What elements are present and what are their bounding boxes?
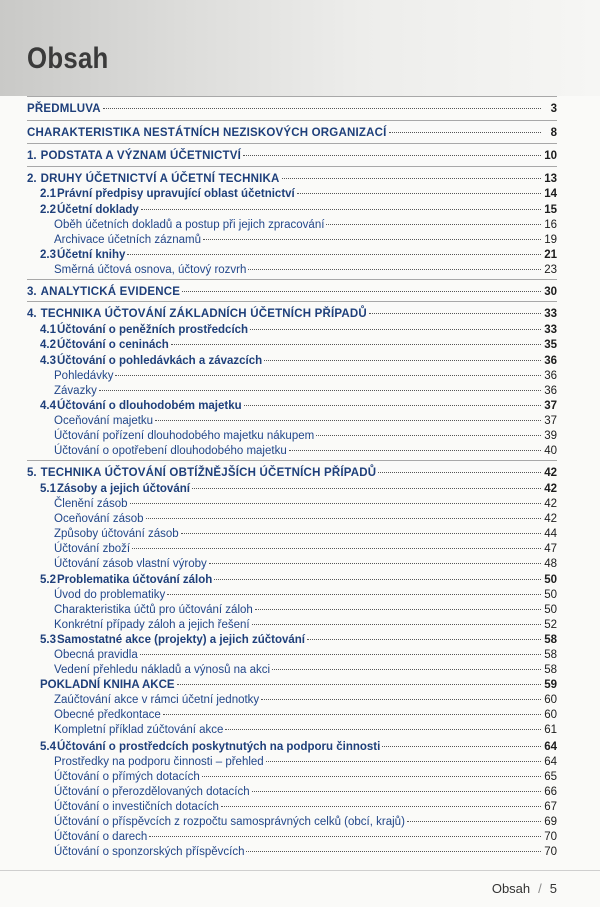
toc-entry-title: Zásoby a jejich účtování — [57, 483, 190, 495]
dot-leader — [182, 291, 541, 292]
toc-entry[interactable] — [40, 481, 557, 497]
toc-entry-page: 19 — [544, 234, 557, 246]
dot-leader — [316, 435, 541, 436]
toc-entry-page: 8 — [550, 127, 557, 139]
toc-entry-page: 30 — [544, 286, 557, 298]
dot-leader — [243, 155, 541, 156]
toc-entry-page: 67 — [544, 801, 557, 813]
page-title: Obsah — [27, 42, 109, 75]
toc-entry[interactable] — [54, 587, 557, 603]
toc-entry-number: 2.1 — [40, 188, 56, 200]
dot-leader — [252, 624, 541, 625]
toc-entry-page: 70 — [544, 846, 557, 858]
toc-entry-page: 44 — [544, 528, 557, 540]
section-divider — [27, 460, 557, 461]
dot-leader — [130, 503, 541, 504]
toc-entry-title: Účtování pořízení dlouhodobého majetku nákupem — [54, 430, 315, 442]
toc-entry-title: Oběh účetních dokladů a postup při jejich zpracování — [54, 219, 325, 231]
toc-entry-number: 5. — [27, 467, 37, 479]
page-footer — [492, 881, 557, 896]
toc-entry[interactable] — [40, 202, 557, 218]
toc-entry-page: 59 — [544, 679, 557, 691]
toc-entry-title: Účtování o dlouhodobém majetku — [57, 400, 242, 412]
footer-separator: / — [538, 881, 542, 896]
toc-entry-page: 50 — [544, 589, 557, 601]
dot-leader — [250, 329, 541, 330]
toc-entry-title: TECHNIKA ÚČTOVÁNÍ ZÁKLADNÍCH ÚČETNÍCH PŘÍPADŮ — [40, 308, 367, 320]
toc-entry-title: Závazky — [54, 385, 97, 397]
toc-entry[interactable] — [27, 306, 557, 322]
toc-entry-title: Účtování o investičních dotacích — [54, 801, 219, 813]
toc-entry[interactable] — [54, 647, 557, 663]
dot-leader — [155, 420, 541, 421]
toc-entry-title: Účtování zboží — [54, 543, 131, 555]
toc-entry-title: Konkrétní případy záloh a jejich řešení — [54, 619, 250, 631]
dot-leader — [192, 488, 541, 489]
toc-entry[interactable] — [54, 602, 557, 618]
toc-entry[interactable] — [27, 101, 557, 117]
dot-leader — [146, 518, 541, 519]
toc-entry-page: 58 — [544, 664, 557, 676]
toc-entry-page: 64 — [544, 756, 557, 768]
footer-divider — [0, 870, 600, 871]
dot-leader — [369, 313, 541, 314]
toc-entry-page: 42 — [544, 483, 557, 495]
toc-entry-page: 35 — [544, 339, 557, 351]
toc-entry-page: 42 — [544, 513, 557, 525]
toc-entry-number: 5.2 — [40, 574, 56, 586]
dot-leader — [99, 390, 541, 391]
section-divider — [27, 301, 557, 302]
toc-entry-title: CHARAKTERISTIKA NESTÁTNÍCH NEZISKOVÝCH ORGANIZACÍ — [27, 127, 387, 139]
dot-leader — [246, 851, 541, 852]
toc-entry[interactable] — [40, 247, 557, 263]
section-divider — [27, 120, 557, 121]
toc-entry-title: DRUHY ÚČETNICTVÍ A ÚČETNÍ TECHNIKA — [40, 173, 280, 185]
toc-entry-title: Samostatné akce (projekty) a jejich zúčtování — [57, 634, 305, 646]
toc-entry-title: Účtování o ceninách — [57, 339, 169, 351]
toc-entry-page: 10 — [544, 150, 557, 162]
toc-entry[interactable] — [54, 541, 557, 557]
toc-entry-page: 50 — [544, 604, 557, 616]
toc-entry-page: 60 — [544, 709, 557, 721]
toc-entry[interactable] — [54, 443, 557, 459]
toc-entry[interactable] — [54, 814, 557, 830]
toc-entry-number: 4.4 — [40, 400, 56, 412]
toc-entry-page: 39 — [544, 430, 557, 442]
toc-entry-title: Účtování o opotřebení dlouhodobého majetku — [54, 445, 287, 457]
section-divider — [27, 166, 557, 167]
dot-leader — [163, 714, 541, 715]
toc-entry[interactable] — [54, 232, 557, 248]
toc-entry-title: Úvod do problematiky — [54, 589, 166, 601]
toc-entry-title: Účtování o přímých dotacích — [54, 771, 200, 783]
dot-leader — [132, 548, 541, 549]
toc-entry-number: 4.2 — [40, 339, 56, 351]
toc-entry-number: 4.3 — [40, 355, 56, 367]
dot-leader — [221, 806, 541, 807]
toc-entry-page: 33 — [544, 324, 557, 336]
toc-entry[interactable] — [40, 186, 557, 202]
toc-entry-title: Problematika účtování záloh — [57, 574, 213, 586]
toc-entry-page: 58 — [544, 649, 557, 661]
toc-entry[interactable] — [54, 496, 557, 512]
dot-leader — [127, 254, 541, 255]
toc-entry-title: Obecná pravidla — [54, 649, 138, 661]
toc-entry-number: 2. — [27, 173, 37, 185]
toc-entry[interactable] — [54, 413, 557, 429]
toc-entry-page: 16 — [544, 219, 557, 231]
toc-entry[interactable] — [40, 572, 557, 588]
dot-leader — [378, 472, 541, 473]
toc-entry-title: Směrná účtová osnova, účtový rozvrh — [54, 264, 247, 276]
toc-entry[interactable] — [27, 125, 557, 141]
section-divider — [27, 279, 557, 280]
toc-entry-number: 2.3 — [40, 249, 56, 261]
toc-entry-number: 3. — [27, 286, 37, 298]
toc-entry-number: 5.3 — [40, 634, 56, 646]
toc-entry-page: 14 — [544, 188, 557, 200]
toc-entry-title: Účtování o darech — [54, 831, 148, 843]
toc-entry-title: TECHNIKA ÚČTOVÁNÍ OBTÍŽNĚJŠÍCH ÚČETNÍCH PŘÍPADŮ — [40, 467, 377, 479]
toc-entry[interactable] — [40, 677, 557, 693]
dot-leader — [140, 654, 541, 655]
dot-leader — [252, 791, 541, 792]
toc-entry-page: 36 — [544, 385, 557, 397]
dot-leader — [248, 269, 541, 270]
toc-entry-title: Charakteristika účtů pro účtování záloh — [54, 604, 253, 616]
toc-entry[interactable] — [54, 511, 557, 527]
toc-entry-page: 66 — [544, 786, 557, 798]
toc-entry-page: 37 — [544, 400, 557, 412]
dot-leader — [225, 729, 541, 730]
toc-entry[interactable] — [54, 383, 557, 399]
toc-entry-page: 42 — [544, 498, 557, 510]
toc-entry[interactable] — [40, 632, 557, 648]
toc-entry-number: 1. — [27, 150, 37, 162]
toc-entry-page: 48 — [544, 558, 557, 570]
toc-entry[interactable] — [54, 262, 557, 278]
toc-entry-title: Účetní doklady — [57, 204, 139, 216]
footer-label: Obsah — [491, 881, 531, 896]
toc-entry[interactable] — [54, 556, 557, 572]
dot-leader — [261, 699, 541, 700]
toc-entry-title: POKLADNÍ KNIHA AKCE — [40, 679, 175, 691]
dot-leader — [382, 746, 541, 747]
toc-entry[interactable] — [54, 784, 557, 800]
toc-entry-page: 42 — [544, 467, 557, 479]
dot-leader — [203, 239, 541, 240]
toc-entry[interactable] — [54, 368, 557, 384]
toc-entry-page: 40 — [544, 445, 557, 457]
dot-leader — [177, 684, 541, 685]
toc-entry-number: 4.1 — [40, 324, 56, 336]
toc-entry-page: 70 — [544, 831, 557, 843]
toc-entry[interactable] — [54, 526, 557, 542]
toc-entry-title: Pohledávky — [54, 370, 114, 382]
toc-entry[interactable] — [27, 171, 557, 187]
toc-entry[interactable] — [54, 722, 557, 738]
toc-entry[interactable] — [54, 769, 557, 785]
toc-entry-title: Prostředky na podporu činnosti – přehled — [54, 756, 264, 768]
toc-entry-page: 3 — [550, 103, 557, 115]
toc-entry-title: Účtování o přerozdělovaných dotacích — [54, 786, 250, 798]
dot-leader — [244, 405, 541, 406]
toc-entry-title: Účtování zásob vlastní výroby — [54, 558, 207, 570]
toc-entry-page: 23 — [544, 264, 557, 276]
toc-entry-page: 61 — [544, 724, 557, 736]
toc-entry-title: ANALYTICKÁ EVIDENCE — [40, 286, 181, 298]
toc-entry-title: Účtování o pohledávkách a závazcích — [57, 355, 263, 367]
toc-entry-page: 60 — [544, 694, 557, 706]
toc-entry-title: Způsoby účtování zásob — [54, 528, 179, 540]
dot-leader — [181, 533, 541, 534]
toc-entry[interactable] — [54, 844, 557, 860]
toc-entry[interactable] — [54, 754, 557, 770]
dot-leader — [307, 639, 541, 640]
dot-leader — [255, 609, 541, 610]
dot-leader — [297, 193, 541, 194]
toc-entry-page: 50 — [544, 574, 557, 586]
toc-entry-title: Účtování o sponzorských příspěvcích — [54, 846, 245, 858]
toc-entry-title: Členění zásob — [54, 498, 128, 510]
toc-entry-title: Účtování o prostředcích poskytnutých na podporu činnosti — [57, 741, 381, 753]
toc-entry-page: 15 — [544, 204, 557, 216]
dot-leader — [167, 594, 541, 595]
toc-entry-number: 5.1 — [40, 483, 56, 495]
toc-entry[interactable] — [40, 322, 557, 338]
toc-entry-page: 65 — [544, 771, 557, 783]
dot-leader — [141, 209, 541, 210]
toc-entry-title: Obecné předkontace — [54, 709, 161, 721]
toc-entry[interactable] — [54, 829, 557, 845]
toc-entry-title: PODSTATA A VÝZNAM ÚČETNICTVÍ — [40, 150, 242, 162]
toc-entry-page: 52 — [544, 619, 557, 631]
dot-leader — [289, 450, 541, 451]
dot-leader — [326, 224, 541, 225]
toc-entry-page: 58 — [544, 634, 557, 646]
section-divider — [27, 143, 557, 144]
toc-entry-page: 47 — [544, 543, 557, 555]
toc-entry-title: Právní předpisy upravující oblast účetnictví — [57, 188, 295, 200]
toc-entry[interactable] — [54, 617, 557, 633]
dot-leader — [103, 108, 541, 109]
toc-entry-number: 4. — [27, 308, 37, 320]
dot-leader — [264, 360, 541, 361]
toc-entry-title: Účetní knihy — [57, 249, 126, 261]
toc-entry[interactable] — [54, 692, 557, 708]
toc-entry-title: Kompletní příklad zúčtování akce — [54, 724, 224, 736]
dot-leader — [214, 579, 541, 580]
toc-entry-title: Oceňování majetku — [54, 415, 154, 427]
toc-entry-title: Archivace účetních záznamů — [54, 234, 202, 246]
dot-leader — [389, 132, 542, 133]
toc-entry[interactable] — [54, 707, 557, 723]
toc-entry-page: 33 — [544, 308, 557, 320]
toc-entry[interactable] — [40, 739, 557, 755]
toc-entry[interactable] — [40, 353, 557, 369]
toc-entry-page: 36 — [544, 370, 557, 382]
toc-entry[interactable] — [54, 662, 557, 678]
toc-entry[interactable] — [40, 398, 557, 414]
toc-entry-page: 37 — [544, 415, 557, 427]
toc-entry-title: Oceňování zásob — [54, 513, 144, 525]
toc-entry-page: 21 — [544, 249, 557, 261]
dot-leader — [272, 669, 541, 670]
dot-leader — [171, 344, 541, 345]
dot-leader — [115, 375, 541, 376]
dot-leader — [202, 776, 541, 777]
toc-entry[interactable] — [54, 799, 557, 815]
toc-entry-title: PŘEDMLUVA — [27, 103, 101, 115]
section-divider — [27, 96, 557, 97]
toc-entry-page: 69 — [544, 816, 557, 828]
toc-entry-number: 5.4 — [40, 741, 56, 753]
toc-entry[interactable] — [54, 217, 557, 233]
toc-entry-page: 64 — [544, 741, 557, 753]
dot-leader — [266, 761, 541, 762]
toc-entry-title: Účtování o peněžních prostředcích — [57, 324, 249, 336]
toc-entry-page: 36 — [544, 355, 557, 367]
toc-entry[interactable] — [54, 428, 557, 444]
toc-entry-title: Účtování o příspěvcích z rozpočtu samosprávných celků (obcí, krajů) — [54, 816, 405, 828]
dot-leader — [407, 821, 541, 822]
dot-leader — [282, 178, 541, 179]
dot-leader — [149, 836, 541, 837]
toc-entry[interactable] — [40, 337, 557, 353]
dot-leader — [209, 563, 541, 564]
toc-entry-title: Zaúčtování akce v rámci účetní jednotky — [54, 694, 260, 706]
toc-entry[interactable] — [27, 284, 557, 300]
toc-entry-number: 2.2 — [40, 204, 56, 216]
toc-entry-page: 13 — [544, 173, 557, 185]
toc-entry-title: Vedení přehledu nákladů a výnosů na akci — [54, 664, 271, 676]
toc-entry[interactable] — [27, 148, 557, 164]
toc-entry[interactable] — [27, 465, 557, 481]
footer-page-number: 5 — [549, 881, 557, 896]
